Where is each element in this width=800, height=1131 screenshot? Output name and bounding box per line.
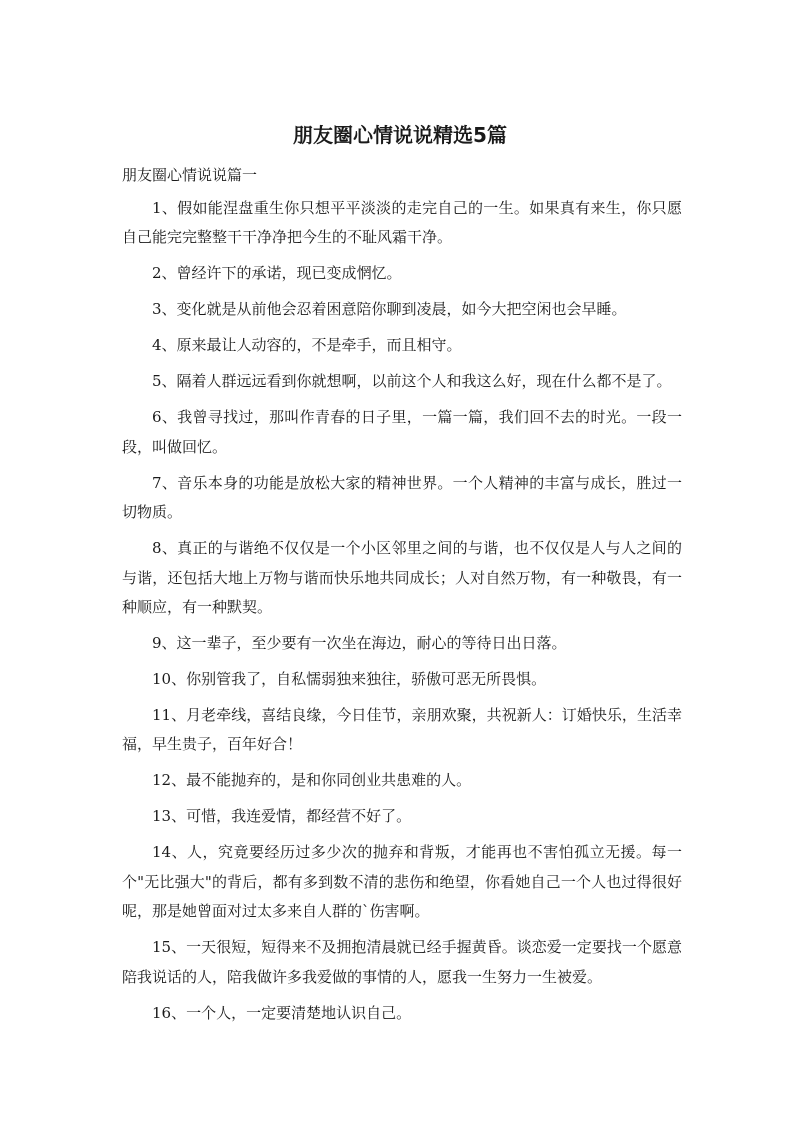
paragraph: 12、最不能抛弃的，是和你同创业共患难的人。	[152, 771, 472, 790]
paragraph: 7、音乐本身的功能是放松大家的精神世界。一个人精神的丰富与成长，胜过一切物质。	[122, 473, 682, 522]
document-body	[122, 194, 682, 1035]
paragraph: 13、可惜，我连爱情，都经营不好了。	[152, 807, 412, 826]
paragraph: 16、一个人，一定要清楚地认识自己。	[152, 1003, 412, 1022]
paragraph: 10、你别管我了，自私懦弱独来独往，骄傲可恶无所畏惧。	[152, 670, 547, 689]
paragraph: 11、月老牵线，喜结良缘，今日佳节，亲朋欢聚，共祝新人：订婚快乐，生活幸福，早生贵子，百年好合！	[122, 706, 682, 754]
paragraph: 14、人，究竟要经历过多少次的抛弃和背叛，才能再也不害怕孤立无援。每一个"无比强大"的背后，都有多到数不清的悲伤和绝望，你看她自己一个人也过得很好呢，那是她曾面对过太多来自人群的`伤害啊。	[122, 843, 682, 921]
paragraph: 3、变化就是从前他会忍着困意陪你聊到凌晨，如今大把空闲也会早睡。	[152, 300, 627, 319]
paragraph: 5、隔着人群远远看到你就想啊，以前这个人和我这么好，现在什么都不是了。	[152, 372, 672, 391]
paragraph: 6、我曾寻找过，那叫作青春的日子里，一篇一篇，我们回不去的时光。一段一段，叫做回忆。	[122, 408, 682, 456]
paragraph: 1、假如能涅盘重生你只想平平淡淡的走完自己的一生。如果真有来生，你只愿自己能完完整整干干净净把今生的不耻风霜干净。	[122, 199, 682, 247]
paragraph: 9、这一辈子，至少要有一次坐在海边，耐心的等待日出日落。	[152, 634, 567, 653]
section-title: 朋友圈心情说说篇一	[122, 166, 258, 184]
paragraph: 8、真正的与谐绝不仅仅是一个小区邻里之间的与谐，也不仅仅是人与人之间的与谐，还包括大地上万物与谐而快乐地共同成长；人对自然万物，有一种敬畏，有一种顺应，有一种默契。	[122, 539, 682, 617]
document-title: 朋友圈心情说说精选5篇	[293, 123, 507, 147]
paragraph: 4、原来最让人动容的，不是牵手，而且相守。	[152, 336, 462, 355]
paragraph: 15、一天很短，短得来不及拥抱清晨就已经手握黄昏。谈恋爱一定要找一个愿意陪我说话的人，陪我做许多我爱做的事情的人，愿我一生努力一生被爱。	[122, 938, 682, 986]
paragraph: 2、曾经许下的承诺，现已变成惘忆。	[152, 264, 402, 283]
